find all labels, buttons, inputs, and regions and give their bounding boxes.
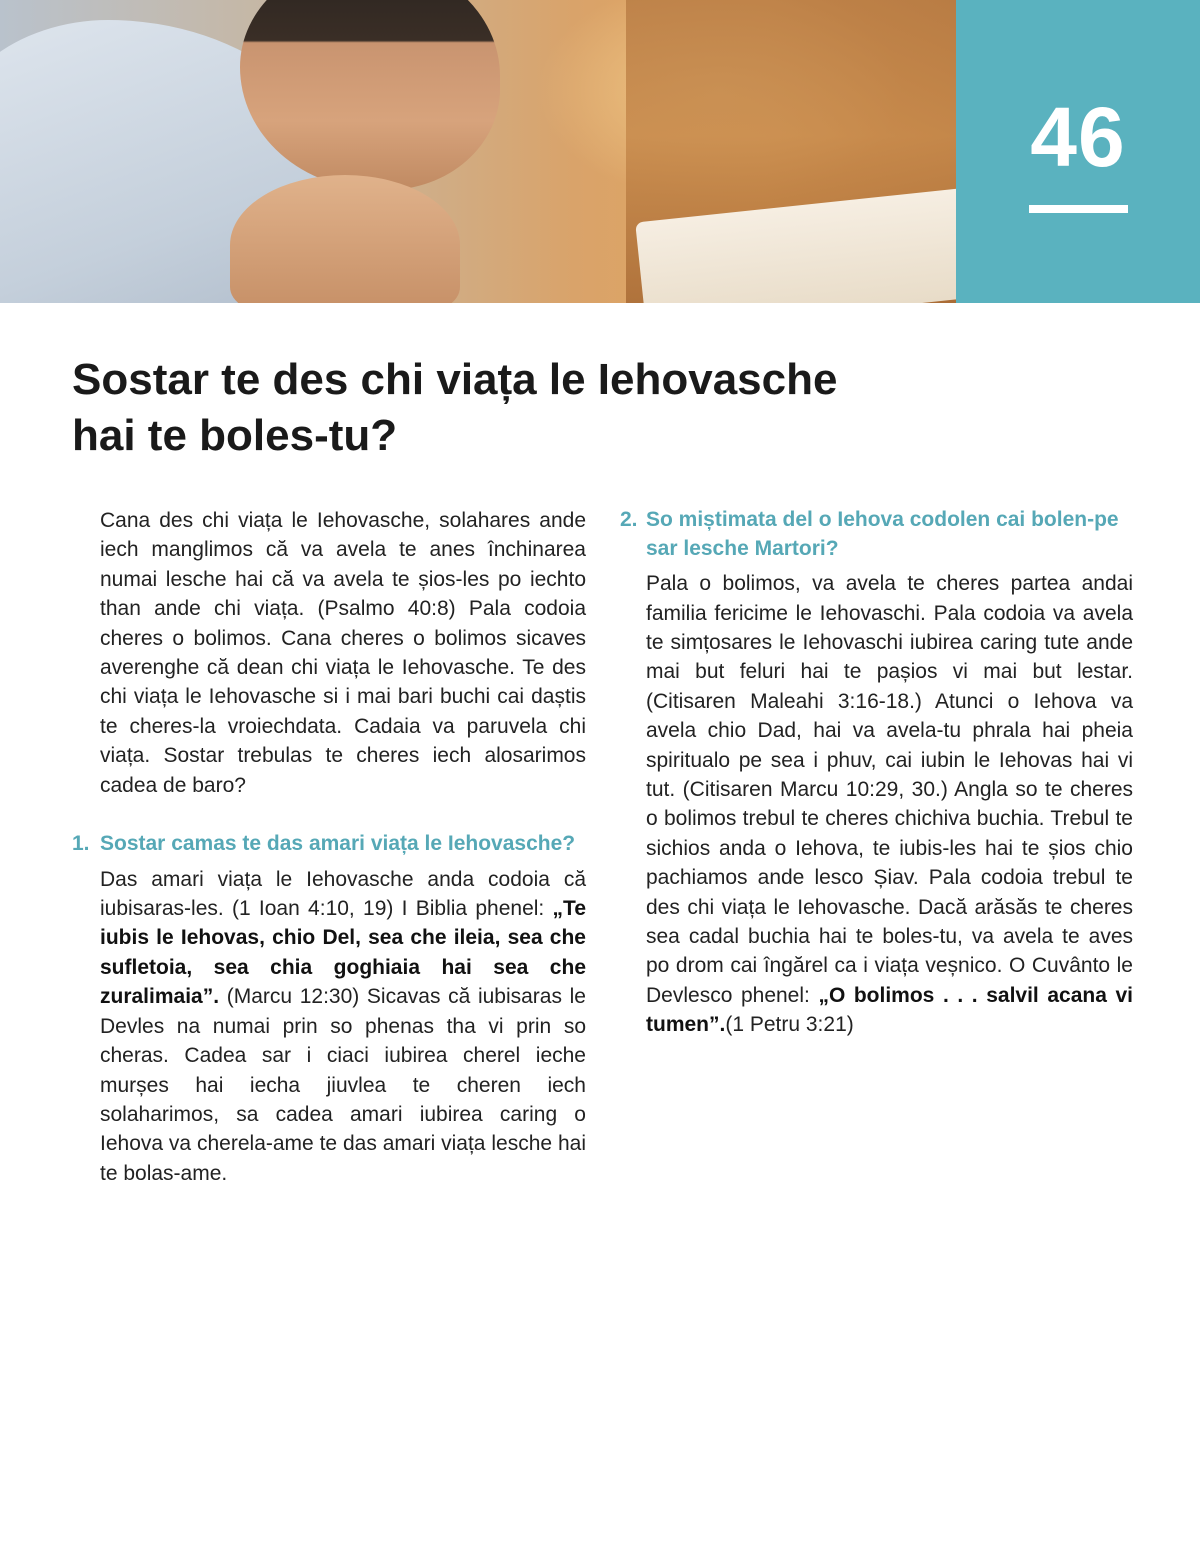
section-2-question — [620, 506, 1133, 563]
section-2-text-before: Pala o bolimos, va avela te cheres partea andai familia fericime le Iehovaschi. Pala codoia va avela te simțosares le Iehovaschi iubirea caring tute ande mai but feluri hai te pașios vi mai but lestar. (Citisaren Maleahi 3:16-18.) Atunci o Iehova va avela chio Dad, hai va avela-tu phrala hai pheia spiritualo pe sea i phuv, cai iubin le Iehovas hai vi tut. (Citisaren Marcu 10:29, 30.) Angla so te cheres o bolimos trebul te cheres chichiva buchia. Trebul te sichios anda o Iehova, te iubis-les hai te șios chio pachiamos ande lesco Șiav. Pala codoia trebul te des chi viața le Iehovasche. Dacă arăsăs te cheres sea cadal buchia hai te boles-tu, va avela te aves po drom cai îngărel ca i viața veșnico. O Cuvânto le Devlesco phenel: — [646, 572, 1133, 1007]
intro-paragraph: Cana des chi viața le Iehovasche, solahares ande iech manglimos că va avela te anes închinarea numai lesche hai că va avela te șios-les po iechto than ande chi viața. (Psalmo 40:8) Pala codoia cheres o bolimos. Cana cheres o bolimos sicaves averenghe că dean chi viața le Iehovasche. Te des chi viața le Iehovasche si i mai bari buchi cai daștis te cheres-la vroiechdata. Cadaia va paruvela chi viața. Sostar trebulas te cheres iech alosarimos cadea de baro? — [100, 509, 586, 797]
left-column — [72, 506, 586, 1188]
section-2-text-after: (1 Petru 3:21) — [725, 1013, 854, 1037]
title-line-1: Sostar te des chi viața le Iehovasche — [72, 355, 838, 404]
page-title — [72, 352, 1072, 464]
section-1-question-text: Sostar camas te das amari viața le Iehovasche? — [100, 832, 576, 856]
section-2-number: 2. — [620, 508, 638, 531]
section-1-number: 1. — [72, 832, 90, 856]
lesson-number-box — [956, 0, 1200, 303]
title-line-2: hai te boles-tu? — [72, 411, 398, 460]
right-column — [620, 506, 1133, 1040]
section-1-quote: „Te iubis le Iehovas, chio Del, sea che ileia, sea che sufletoia, sea chia goghiaia hai sea che zuralimaia”. — [100, 897, 586, 1009]
section-1-text-after: (Marcu 12:30) Sicavas că iubisaras le Devles na numai prin so phenas tha vi prin so cheras. Cadea sar i ciaci iubirea cherel ieche murșes hai iecha jiuvlea te cheren iech solaharimos, sa cadea amari iubirea caring o Iehova va cherela-ame te das amari viața lesche hai te bolas-ame. — [100, 985, 586, 1185]
section-2-answer — [646, 569, 1133, 1040]
section-1-answer — [100, 865, 586, 1188]
section-2-quote: „O bolimos . . . salvil acana vi tumen”. — [646, 983, 1133, 1037]
section-1-question — [72, 830, 586, 859]
hero-photo — [0, 0, 956, 303]
lesson-number-underline — [1029, 205, 1128, 213]
section-2-question-text: So miștimata del o Iehova codolen cai bolen-pe sar lesche Martori? — [646, 508, 1119, 560]
lesson-number: 46 — [1030, 90, 1126, 184]
section-1-text-before: Das amari viața le Iehovasche anda codoia că iubisaras-les. (1 Ioan 4:10, 19) I Biblia phenel: — [100, 867, 586, 921]
